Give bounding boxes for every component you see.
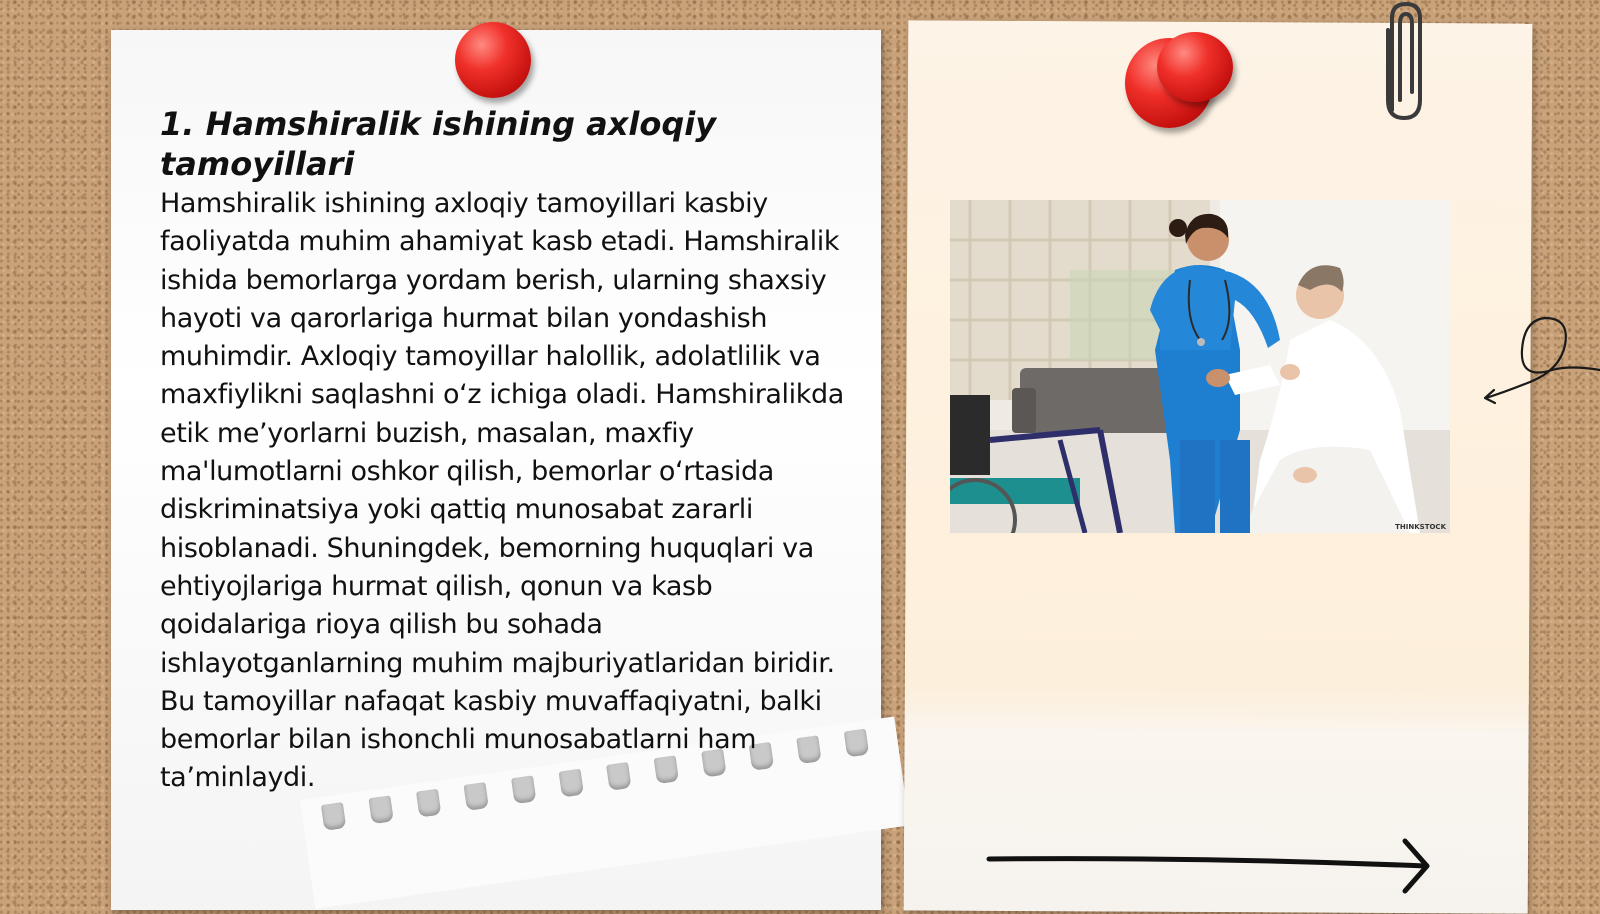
photo-credit: THINKSTOCK: [1395, 523, 1446, 531]
doodle-arrow-icon: [1480, 310, 1600, 410]
slide-body-text: Hamshiralik ishining axloqiy tamoyillari kasbiy faoliyatda muhim ahamiyat kasb etadi. Hamshiralik ishida bemorlarga yordam berish, ularning shaxsiy hayoti va qarorlariga hurmat bilan yondashish muhimdir. Axloqiy tamoyillar halollik, adolatlilik va maxfiylikni saqlashni o‘z ichiga oladi. Hamshiralikda etik me’yorlarni buzish, masalan, maxfiy ma'lumotlarni oshkor qilish, bemorlar o‘rtasida diskriminatsiya yoki qattiq munosabat zararli hisoblanadi. Shuningdek, bemorning huquqlari va ehtiyojlariga hurmat qilish, qonun va kasb qoidalariga rioya qilish bu sohada ishlayotganlarning muhim majburiyatlaridan biridir. Bu tamoyillar nafaqat kasbiy muvaffaqiyatni, balki bemorlar bilan ishonchli munosabatlarni ham ta’minlaydi.: [160, 188, 844, 794]
slide-title: 1. Hamshiralik ishining axloqiy tamoyillari: [160, 105, 717, 183]
pushpin-head: [1157, 32, 1233, 102]
nurse-helping-elderly-patient-photo: [950, 200, 1450, 533]
notebook-hole: [321, 802, 346, 831]
arrow-right-icon: [985, 835, 1450, 895]
pushpin-icon: [455, 22, 531, 98]
notebook-hole: [368, 795, 393, 824]
nurse-patient-photo: [950, 200, 1450, 533]
paperclip-icon: [1378, 0, 1430, 125]
